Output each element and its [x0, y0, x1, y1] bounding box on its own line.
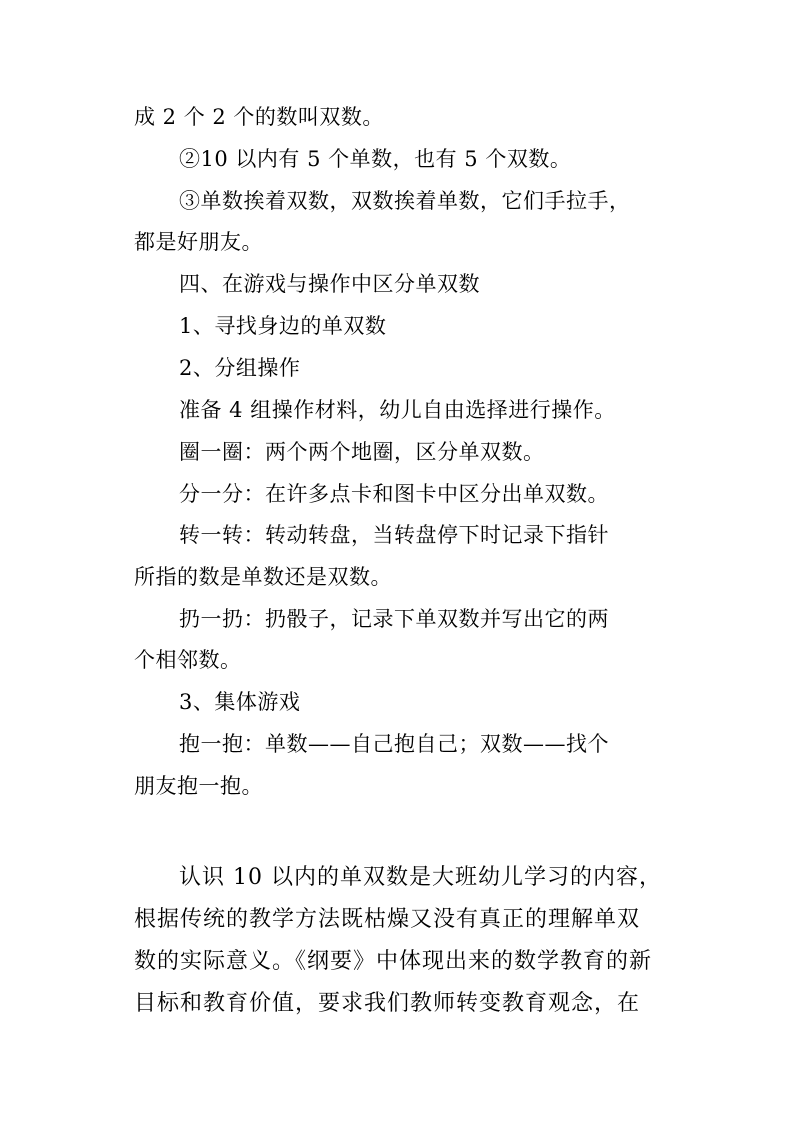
text-line: 数的实际意义。《纲要》中体现出来的数学教育的新	[134, 949, 653, 974]
section-heading: 四、在游戏与操作中区分单双数	[179, 272, 480, 296]
text-line: 成 2 个 2 个的数叫双数。	[134, 105, 384, 129]
text-line: 根据传统的教学方法既枯燥又没有真正的理解单双	[134, 907, 641, 932]
text-line: 圈一圈：两个两个地圈，区分单双数。	[179, 440, 545, 464]
text-line: 所指的数是单数还是双数。	[134, 565, 392, 589]
text-line: 抱一抱：单数——自己抱自己；双数——找个	[179, 732, 609, 756]
text-line: 分一分：在许多点卡和图卡中区分出单双数。	[179, 482, 609, 506]
subsection-heading: 3、集体游戏	[179, 690, 301, 714]
text-line: 目标和教育价值，要求我们教师转变教育观念，在	[134, 991, 641, 1016]
text-line: 扔一扔：扔骰子，记录下单双数并写出它的两	[179, 607, 609, 631]
text-line: 准备 4 组操作材料，幼儿自由选择进行操作。	[179, 398, 616, 422]
text-line: 都是好朋友。	[134, 230, 263, 254]
text-line: 转一转：转动转盘，当转盘停下时记录下指针	[179, 523, 609, 547]
subsection-heading: 1、寻找身边的单双数	[179, 314, 387, 338]
subsection-heading: 2、分组操作	[179, 356, 301, 380]
text-line: 朋友抱一抱。	[134, 774, 263, 798]
text-line: ②10 以内有 5 个单数，也有 5 个双数。	[179, 147, 572, 171]
text-line: 认识 10 以内的单双数是大班幼儿学习的内容，	[179, 865, 662, 890]
text-line: 个相邻数。	[134, 648, 242, 672]
text-line: ③单数挨着双数，双数挨着单数，它们手拉手，	[179, 189, 631, 213]
